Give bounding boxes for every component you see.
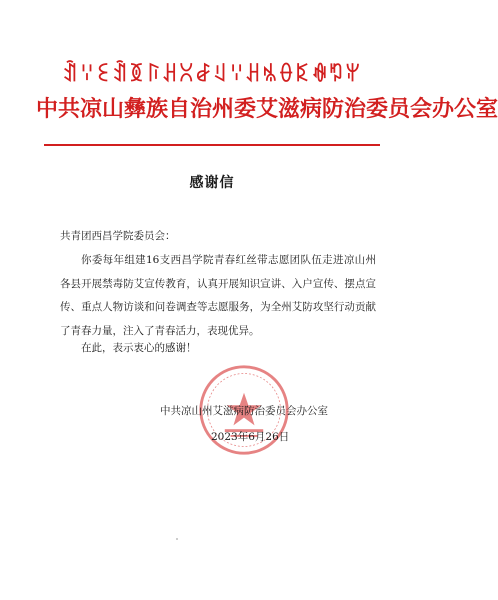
signature-organization: 中共凉山州艾滋病防治委员会办公室 [160,405,328,417]
document-title: 感谢信 [189,175,235,191]
letter-body: 你委每年组建16支西昌学院青春红丝带志愿团队伍走进凉山州各县开展禁毒防艾宣传教育，认真开展知识宣讲、入户宣传、摆点宣传、重点人物访谈和问卷调查等志愿服务，为全州艾防攻坚行动贡献了青春力量，注入了青春活力，表现优异。 [60,254,376,337]
page-mark [176,538,178,540]
letter-closing: 在此，表示衷心的感谢！ [81,342,197,354]
letterhead-yi-script: ꀉꈌꏂꀉꅉꑍꃅꇤꆀꆹꈌꃅꁱꂷꌅꊿꑳꅍ [62,62,362,86]
letterhead-divider [44,144,380,146]
salutation: 共青团西昌学院委员会： [60,230,176,242]
letterhead-organization: 中共凉山彝族自治州委艾滋病防治委员会办公室 [36,97,498,122]
signature-date: 2023年6月26日 [211,431,290,443]
